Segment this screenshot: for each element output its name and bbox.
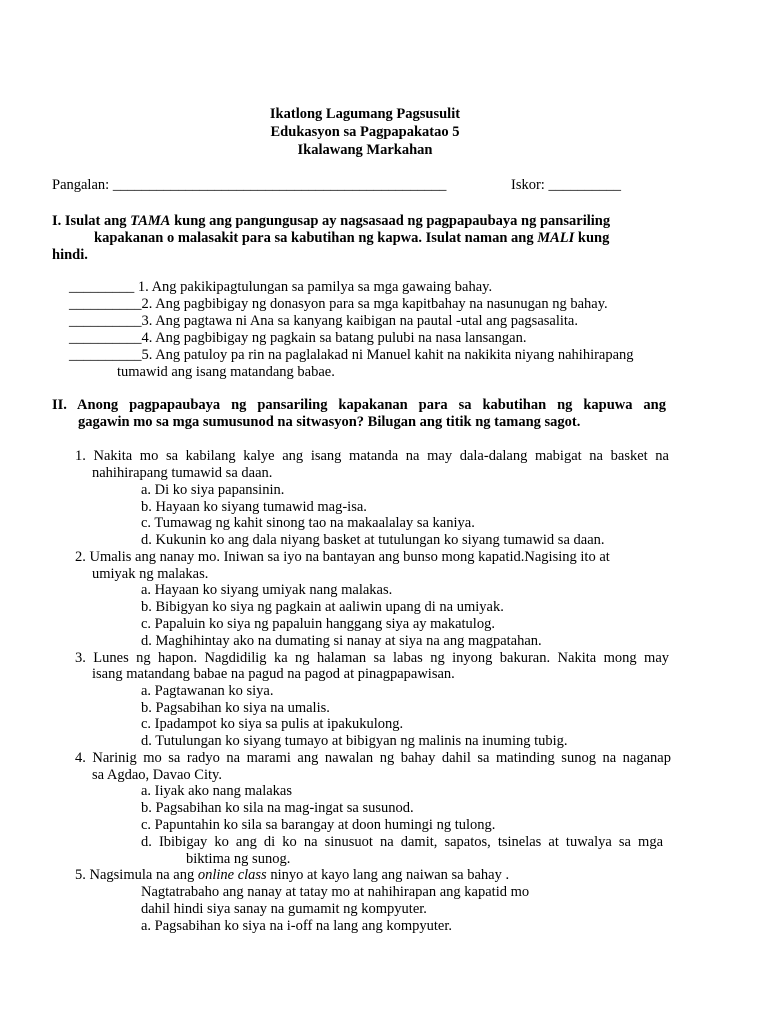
online-class-term: online class [197, 867, 267, 883]
part2-instruction-line2: gagawin mo sa mga sumusunod na sitwasyon? Bilugan ang titik ng tamang sagot. [78, 414, 581, 430]
choice-4b: b. Pagsabihan ko sila na mag-ingat sa susunod. [141, 800, 414, 816]
part1-instruction-line1: I. Isulat ang TAMA kung ang pangungusap ay nagsasaad ng pagpapaubaya ng pansariling [52, 213, 611, 229]
part1-instruction-line2: kapakanan o malasakit para sa kabutihan ng kapwa. Isulat naman ang MALI kung [94, 230, 610, 246]
question-3: 3. Lunes ng hapon. Nagdidilig ka ng halaman sa labas ng inyong bakuran. Nakita mong may [75, 650, 669, 666]
subject-title: Edukasyon sa Pagpapakatao 5 [270, 124, 460, 140]
tf-item: __________3. Ang pagtawa ni Ana sa kanyang kaibigan na pautal -utal ang pagsasalita. [69, 313, 578, 329]
exam-title: Ikatlong Lagumang Pagsusulit [269, 106, 461, 122]
question-5-line3: dahil hindi siya sanay na gumamit ng kompyuter. [141, 901, 427, 917]
name-blank: ______________________________________________ [112, 177, 447, 193]
choice-4d-continuation: biktima ng sunog. [186, 851, 291, 867]
choice-2b: b. Bibigyan ko siya ng pagkain at aaliwin upang di na umiyak. [141, 599, 504, 615]
score-blank: __________ [548, 177, 621, 193]
question-4: 4. Narinig mo sa radyo na marami ang nawalan ng bahay dahil sa matinding sunog na naganap [75, 750, 671, 766]
quarter-title: Ikalawang Markahan [297, 142, 433, 158]
choice-2c: c. Papaluin ko siya ng papaluin hanggang siya ay makatulog. [141, 616, 495, 632]
tf-item: _________ 1. Ang pakikipagtulungan sa pamilya sa mga gawaing bahay. [69, 279, 493, 295]
choice-1c: c. Tumawag ng kahit sinong tao na makaalalay sa kaniya. [141, 515, 475, 531]
choice-3a: a. Pagtawanan ko siya. [141, 683, 274, 699]
question-2: 2. Umalis ang nanay mo. Iniwan sa iyo na bantayan ang bunso mong kapatid.Nagising ito at [75, 549, 610, 565]
choice-4c: c. Papuntahin ko sila sa barangay at doon humingi ng tulong. [141, 817, 496, 833]
part2-instruction-line1: II. Anong pagpapaubaya ng pansariling kapakanan para sa kabutihan ng kapuwa ang [52, 397, 666, 413]
choice-5a: a. Pagsabihan ko siya na i-off na lang ang kompyuter. [141, 918, 453, 934]
name-field [52, 177, 446, 194]
choice-1a: a. Di ko siya papansinin. [141, 482, 285, 498]
choice-4d: d. Ibibigay ko ang di ko na sinusuot na damit, sapatos, tsinelas at tuwalya sa mga [141, 834, 663, 850]
question-1: 1. Nakita mo sa kabilang kalye ang isang matanda na may dala-dalang mabigat na basket na [75, 448, 669, 464]
tf-item-continuation: tumawid ang isang matandang babae. [117, 364, 335, 380]
choice-2d: d. Maghihintay ako na dumating si nanay at siya na ang magpatahan. [141, 633, 542, 649]
score-label: Iskor: [511, 177, 545, 193]
name-label: Pangalan: [52, 177, 110, 193]
tama-word: TAMA [130, 213, 171, 229]
choice-3c: c. Ipadampot ko siya sa pulis at ipakukulong. [141, 716, 404, 732]
question-4-continuation: sa Agdao, Davao City. [92, 767, 222, 783]
question-2-continuation: umiyak ng malakas. [92, 566, 209, 582]
question-5: 5. Nagsimula na ang online class ninyo at kayo lang ang naiwan sa bahay . [75, 867, 510, 883]
score-field [511, 177, 621, 194]
question-5-line2: Nagtatrabaho ang nanay at tatay mo at nahihirapan ang kapatid mo [141, 884, 530, 900]
choice-3d: d. Tutulungan ko siyang tumayo at bibigyan ng malinis na inuming tubig. [141, 733, 568, 749]
part1-instruction-line3: hindi. [52, 247, 88, 263]
choice-3b: b. Pagsabihan ko siya na umalis. [141, 700, 330, 716]
choice-2a: a. Hayaan ko siyang umiyak nang malakas. [141, 582, 393, 598]
tf-item: __________5. Ang patuloy pa rin na paglalakad ni Manuel kahit na nakikita niyang nahihirapang [69, 347, 634, 363]
choice-1d: d. Kukunin ko ang dala niyang basket at tutulungan ko siyang tumawid sa daan. [141, 532, 605, 548]
tf-item: __________2. Ang pagbibigay ng donasyon para sa mga kapitbahay na nasunugan ng bahay. [69, 296, 608, 312]
question-1-continuation: nahihirapang tumawid sa daan. [92, 465, 273, 481]
choice-1b: b. Hayaan ko siyang tumawid mag-isa. [141, 499, 367, 515]
tf-item: __________4. Ang pagbibigay ng pagkain sa batang pulubi na nasa lansangan. [69, 330, 527, 346]
choice-4a: a. Iiyak ako nang malakas [141, 783, 292, 799]
question-3-continuation: isang matandang babae na pagud na pagod at pinagpapawisan. [92, 666, 455, 682]
mali-word: MALI [537, 230, 575, 246]
